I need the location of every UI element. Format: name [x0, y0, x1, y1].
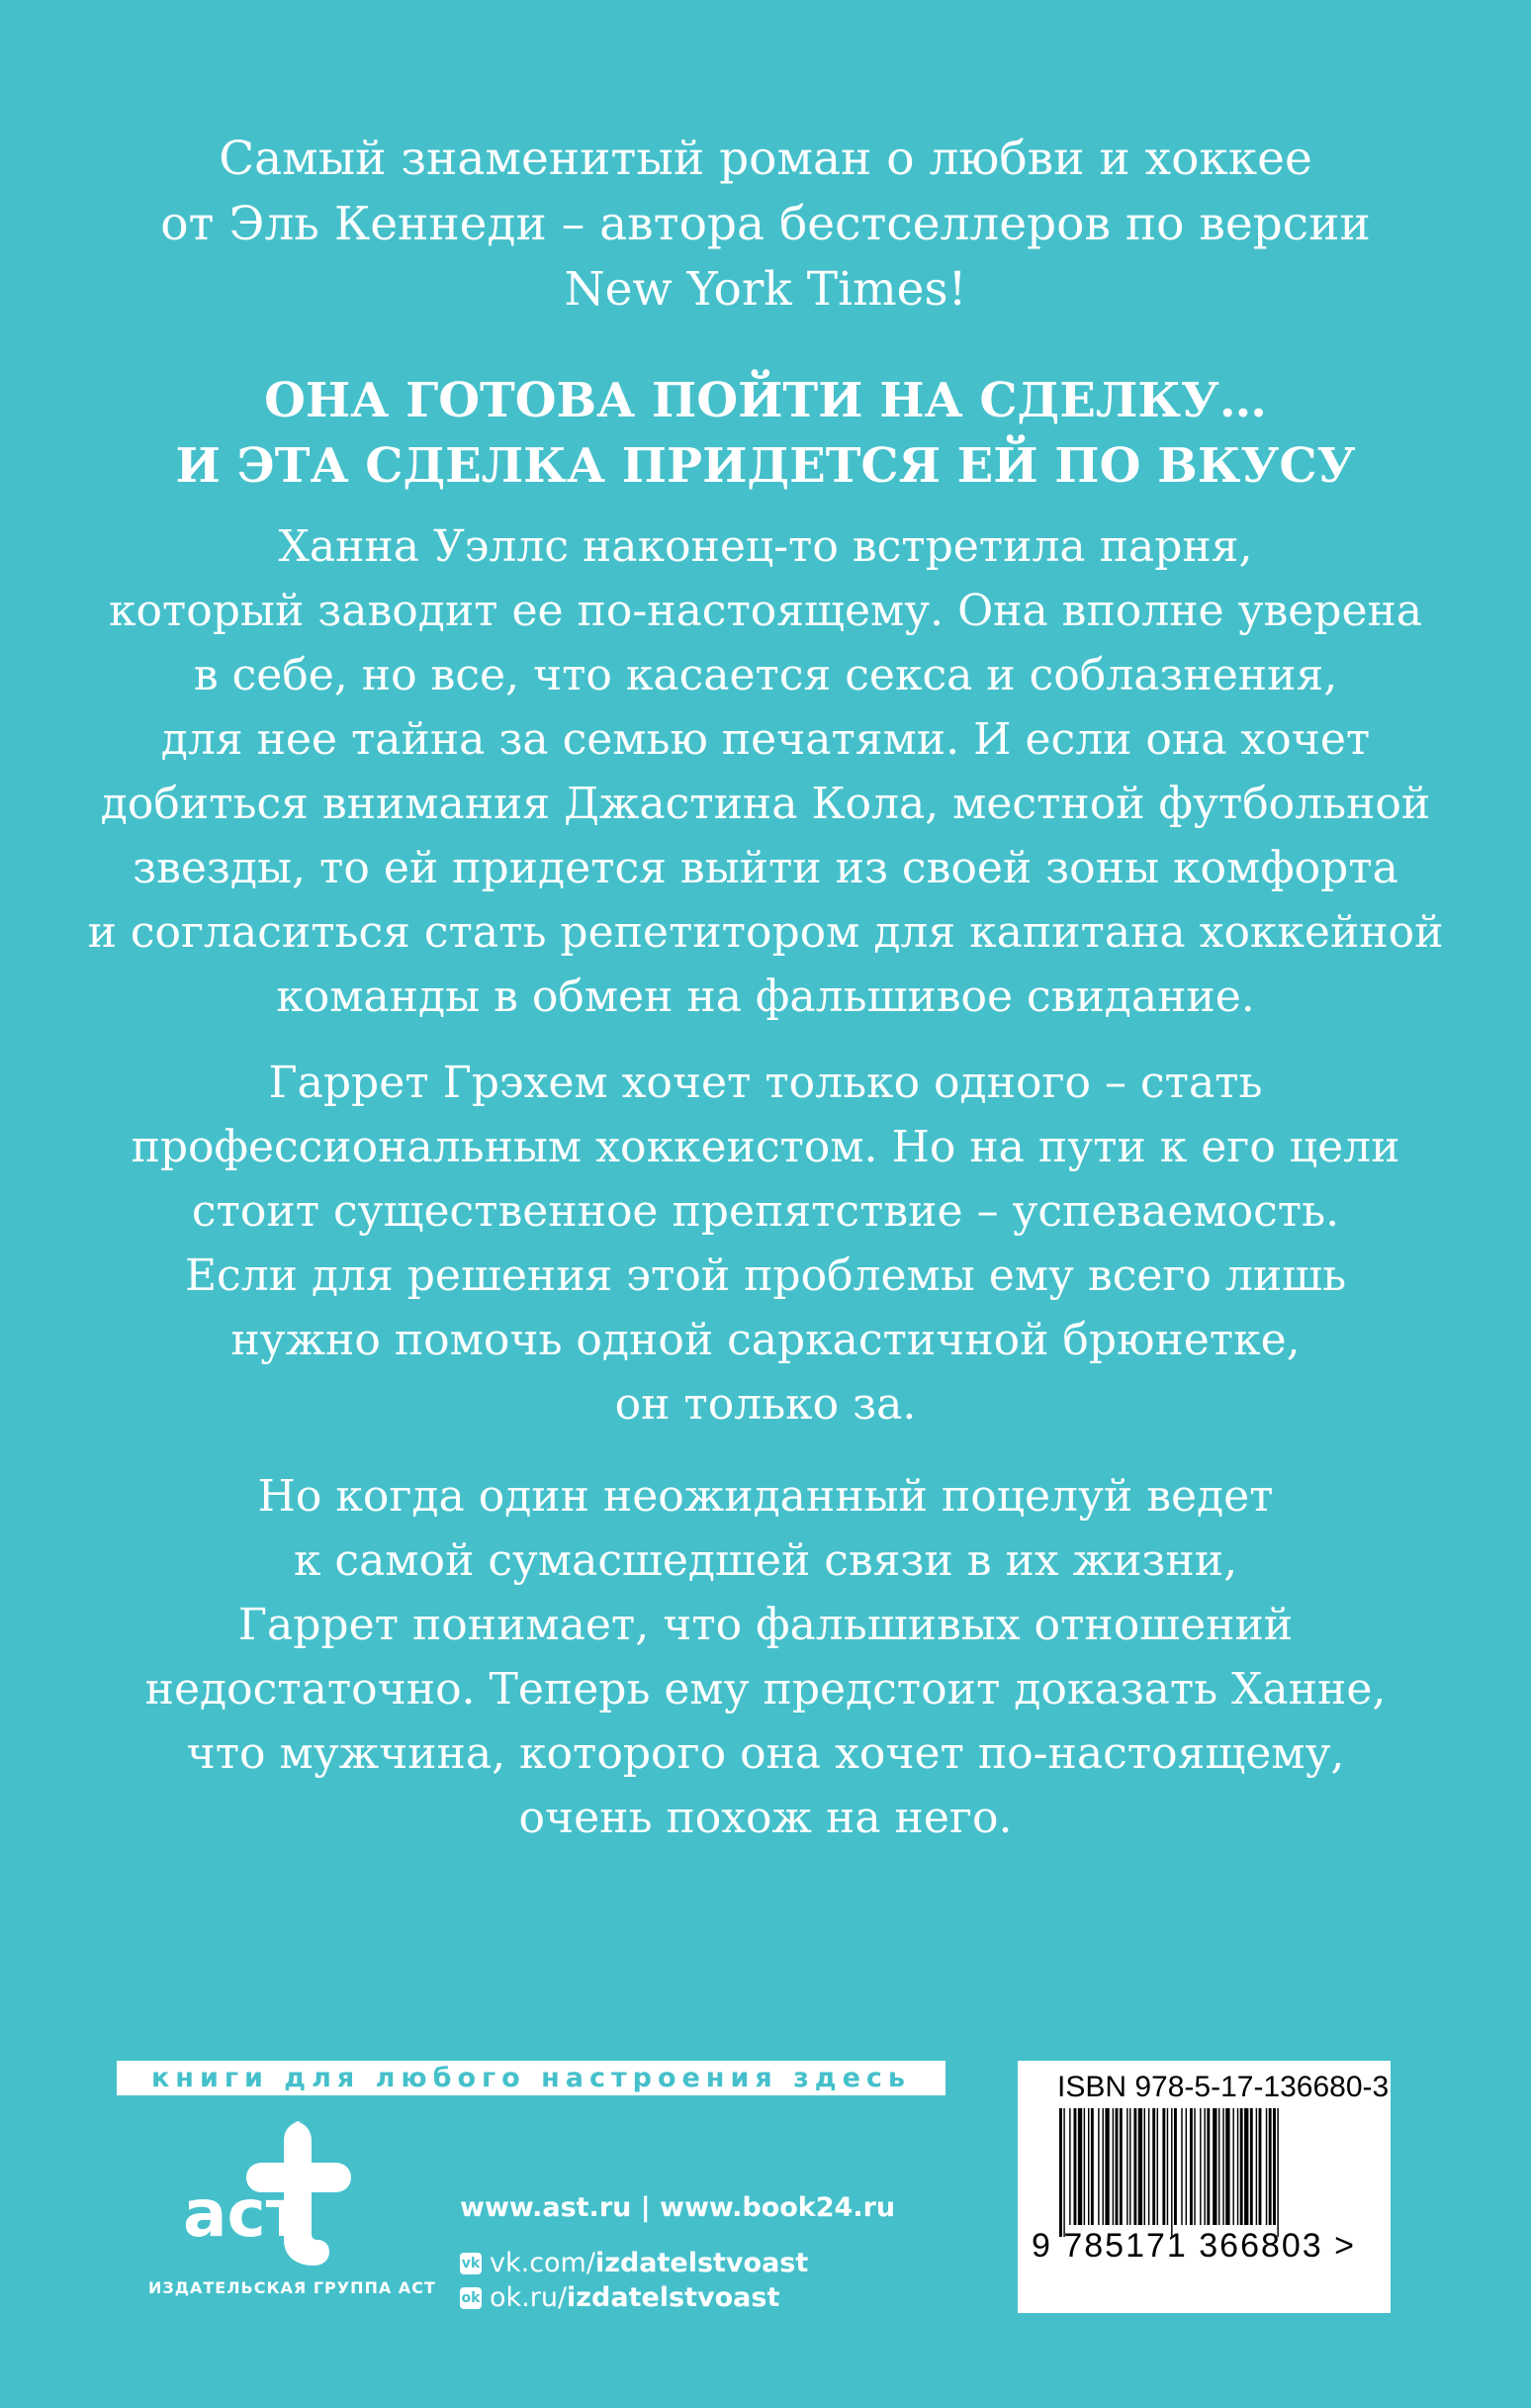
headline-line: ОНА ГОТОВА ПОЙТИ НА СДЕЛКУ…: [264, 373, 1267, 428]
ast-logo: [173, 2117, 381, 2266]
barcode-bar: [1162, 2108, 1165, 2225]
barcode-bar: [1266, 2108, 1267, 2225]
logo-text: аст: [183, 2176, 304, 2252]
barcode-bar: [1129, 2108, 1130, 2225]
headline-line: И ЭТА СДЕЛКА ПРИДЕТСЯ ЕЙ ПО ВКУСУ: [175, 438, 1356, 494]
website-links[interactable]: www.ast.ru | www.book24.ru: [460, 2192, 896, 2223]
ok-link[interactable]: [460, 2282, 779, 2313]
barcode-bar: [1133, 2108, 1136, 2225]
publisher-name: ИЗДАТЕЛЬСКАЯ ГРУППА АСТ: [148, 2278, 436, 2297]
paragraph-line: к самой сумасшедшей связи в их жизни,: [293, 1535, 1238, 1586]
paragraph-line: для нее тайна за семью печатями. И если она хочет: [160, 714, 1371, 765]
barcode-bar: [1103, 2108, 1104, 2225]
barcode-bar: [1059, 2108, 1062, 2237]
barcode-bar: [1218, 2108, 1219, 2225]
tagline: [0, 127, 1531, 323]
barcode-bar: [1084, 2108, 1085, 2225]
barcode-bar: [1144, 2108, 1145, 2225]
paragraph-line: и согласиться стать репетитором для капитана хоккейной: [87, 907, 1444, 958]
paragraph-line: недостаточно. Теперь ему предстоит доказать Ханне,: [144, 1664, 1387, 1714]
barcode-bar: [1244, 2108, 1248, 2225]
vk-prefix: vk.com/: [490, 2248, 595, 2278]
barcode-bar: [1148, 2108, 1149, 2225]
barcode-bar: [1167, 2108, 1168, 2225]
paragraph-line: что мужчина, которого она хочет по-настоящему,: [186, 1728, 1345, 1779]
barcode-bars: [1059, 2108, 1352, 2237]
barcode-bar: [1157, 2108, 1158, 2225]
slogan-ribbon: книги для любого настроения здесь: [117, 2061, 946, 2095]
barcode-bar: [1194, 2108, 1195, 2225]
paragraph-line: очень похож на него.: [518, 1793, 1013, 1843]
barcode-bar: [1269, 2108, 1272, 2225]
barcode-bar: [1152, 2108, 1155, 2225]
tagline-line: New York Times!: [564, 262, 967, 317]
barcode-bar: [1116, 2108, 1119, 2225]
isbn-number: ISBN 978-5-17-136680-3: [1057, 2071, 1390, 2103]
tagline-line: Самый знаменитый роман о любви и хоккее: [219, 132, 1312, 186]
paragraph-line: Но когда один неожиданный поцелуй ведет: [257, 1471, 1274, 1522]
barcode-bar: [1138, 2108, 1142, 2225]
paragraph-line: Гаррет Грэхем хочет только одного – стать: [268, 1058, 1263, 1108]
barcode-bar: [1277, 2108, 1278, 2237]
barcode-bar: [1200, 2108, 1201, 2225]
barcode-bar: [1232, 2108, 1233, 2225]
barcode-bar: [1126, 2108, 1127, 2225]
barcode-bar: [1237, 2108, 1238, 2225]
barcode-panel: [1018, 2061, 1391, 2313]
barcode-bar: [1105, 2108, 1109, 2225]
paragraph-line: Ханна Уэллс наконец-то встретила парня,: [278, 521, 1253, 572]
barcode-bar: [1259, 2108, 1262, 2225]
barcode-bar: [1074, 2108, 1077, 2225]
paragraph-line: который заводит ее по-настоящему. Она вполне уверена: [108, 586, 1423, 636]
paragraph-line: добиться внимания Джастина Кола, местной футбольной: [100, 779, 1431, 829]
barcode-bar: [1171, 2108, 1172, 2237]
paragraph-line: нужно помочь одной саркастичной брюнетке,: [230, 1315, 1301, 1365]
barcode-digits: 9 785171 366803 >: [1032, 2227, 1357, 2265]
barcode-bar: [1250, 2108, 1253, 2225]
barcode-bar: [1186, 2108, 1187, 2225]
vk-link[interactable]: [460, 2248, 808, 2278]
headline: [0, 368, 1531, 499]
barcode-bar: [1069, 2108, 1070, 2225]
barcode-bar: [1256, 2108, 1257, 2225]
paragraph-line: профессиональным хоккеистом. Но на пути к его цели: [131, 1122, 1400, 1172]
vk-icon: vk: [460, 2253, 482, 2274]
ok-prefix: ok.ru/: [490, 2282, 568, 2313]
barcode-bar: [1240, 2108, 1243, 2225]
paragraph-line: он только за.: [614, 1379, 917, 1430]
odnoklassniki-icon: ok: [460, 2287, 482, 2309]
barcode-bar: [1204, 2108, 1205, 2225]
paragraph-line: стоит существенное препятствие – успеваемость.: [191, 1186, 1340, 1237]
paragraph-line: Если для решения этой проблемы ему всего лишь: [184, 1250, 1347, 1301]
barcode-bar: [1174, 2108, 1177, 2225]
paragraph-line: Гаррет понимает, что фальшивых отношений: [237, 1600, 1294, 1650]
blurb-paragraph-3: [0, 1464, 1531, 1850]
tagline-line: от Эль Кеннеди – автора бестселлеров по версии: [160, 197, 1371, 251]
paragraph-line: команды в обмен на фальшивое свидание.: [276, 972, 1255, 1022]
barcode-bar: [1098, 2108, 1099, 2225]
paragraph-line: в себе, но все, что касается секса и соблазнения,: [193, 650, 1338, 700]
barcode-bar: [1222, 2108, 1223, 2225]
barcode-bar: [1088, 2108, 1089, 2225]
barcode-bar: [1063, 2108, 1064, 2237]
barcode-bar: [1213, 2108, 1216, 2225]
ok-handle: izdatelstvoast: [567, 2282, 780, 2313]
barcode-bar: [1207, 2108, 1210, 2225]
vk-handle: izdatelstvoast: [594, 2248, 809, 2278]
barcode-bar: [1120, 2108, 1123, 2225]
barcode-bar: [1078, 2108, 1082, 2225]
barcode-bar: [1273, 2108, 1276, 2225]
blurb-paragraph-1: [0, 514, 1531, 1029]
barcode-bar: [1225, 2108, 1229, 2225]
blurb-paragraph-2: [0, 1051, 1531, 1436]
barcode-bar: [1181, 2108, 1182, 2225]
barcode-bar: [1190, 2108, 1193, 2225]
barcode-bar: [1113, 2108, 1114, 2225]
paragraph-line: звезды, то ей придется выйти из своей зоны комфорта: [133, 843, 1398, 893]
barcode-bar: [1091, 2108, 1094, 2225]
